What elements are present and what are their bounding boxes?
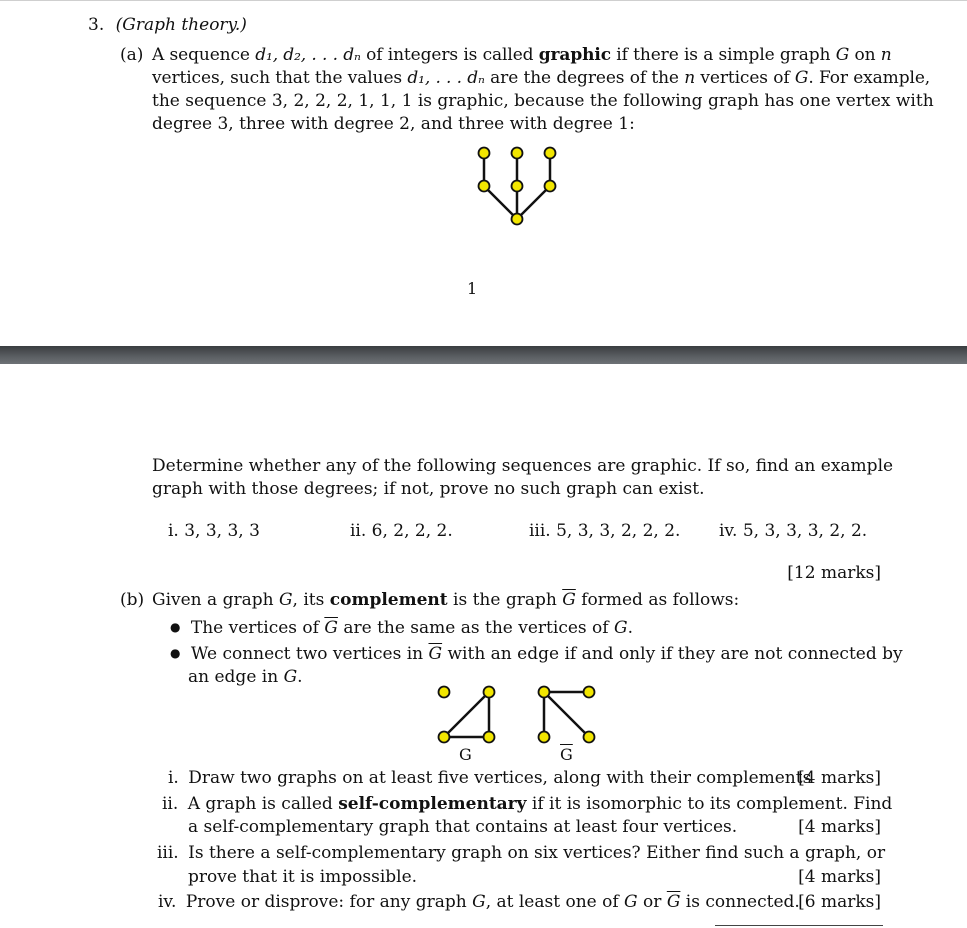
- question-title: (Graph theory.): [115, 15, 247, 35]
- part-a-line-1: A sequence d₁, d₂, . . . dₙ of integers is called graphic if there is a simple graph G on n: [152, 45, 892, 65]
- item-ii-marks: [4 marks]: [798, 817, 881, 837]
- term-self-complementary: self-complementary: [338, 794, 527, 814]
- part-a-marks: [12 marks]: [787, 563, 881, 583]
- bullet-2-line-2: an edge in G.: [188, 667, 303, 687]
- item-iii-line-2: prove that it is impossible.: [188, 867, 418, 887]
- item-iii-marks: [4 marks]: [798, 867, 881, 887]
- graph-vertex: [539, 732, 550, 743]
- part-a-line-4: degree 3, three with degree 2, and three with degree 1:: [152, 114, 635, 134]
- graph-vertex: [584, 732, 595, 743]
- bullet-1: ● The vertices of $\overline{G}$ are the same as the vertices of G.: [170, 618, 633, 638]
- item-ii: ii. A graph is called self-complementary if it is isomorphic to its complement. Find: [162, 794, 893, 814]
- graph-vertex: [439, 732, 450, 743]
- graph-vertex: [439, 687, 450, 698]
- graph-vertex: [484, 732, 495, 743]
- question-number: 3.: [88, 15, 105, 35]
- part-a-label: (a): [120, 45, 144, 65]
- item-iii: iii. Is there a self-complementary graph on six vertices? Either find such a graph, or: [157, 843, 886, 863]
- sequence-iv: iv. 5, 3, 3, 3, 2, 2.: [719, 521, 868, 541]
- part-b-label: (b): [120, 590, 145, 610]
- part-a-line-2: vertices, such that the values d₁, . . . dₙ are the degrees of the n vertices of G. For example,: [152, 68, 931, 88]
- item-ii-line-2: a self-complementary graph that contains at least four vertices.: [188, 817, 738, 837]
- item-i-marks: [4 marks]: [798, 768, 881, 788]
- bullet-2: ● We connect two vertices in $\overline{G}$ with an edge if and only if they are not connected by: [170, 644, 903, 664]
- item-iv: iv. Prove or disprove: for any graph G, at least one of G or $\overline{G}$ is connected.: [158, 892, 800, 912]
- term-graphic: graphic: [538, 45, 611, 65]
- determine-line-1: Determine whether any of the following sequences are graphic. If so, find an example: [152, 456, 894, 476]
- sequence-iii: iii. 5, 3, 3, 2, 2, 2.: [529, 521, 681, 541]
- graph-label-g: G: [459, 745, 472, 764]
- sequence-ii: ii. 6, 2, 2, 2.: [350, 521, 453, 541]
- sequence-i: i. 3, 3, 3, 3: [168, 521, 260, 541]
- item-i: i. Draw two graphs on at least five vertices, along with their complements: [168, 768, 812, 788]
- graph-vertex: [584, 687, 595, 698]
- footnote-rule: [715, 925, 883, 926]
- part-a-line-3: the sequence 3, 2, 2, 2, 1, 1, 1 is graphic, because the following graph has one vertex with: [152, 91, 934, 111]
- item-iv-marks: [6 marks]: [798, 892, 881, 912]
- graph-vertex: [539, 687, 550, 698]
- part-b-intro: Given a graph G, its complement is the graph $\overline{G}$ formed as follows:: [152, 590, 740, 610]
- term-complement: complement: [329, 590, 448, 610]
- determine-line-2: graph with those degrees; if not, prove no such graph can exist.: [152, 479, 705, 499]
- graph-vertex: [484, 687, 495, 698]
- graph-label-gbar: $\overline{G}$: [560, 745, 573, 764]
- page-number: 1: [467, 279, 478, 298]
